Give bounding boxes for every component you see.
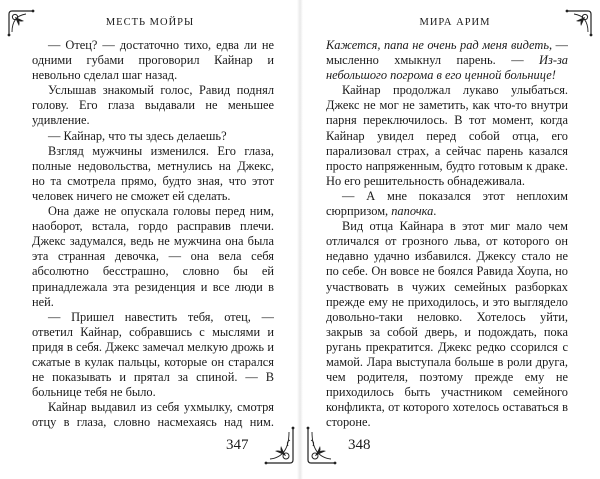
italic-word: папочка [391,204,434,219]
paragraph: Взгляд мужчины изменился. Его глаза, полные недовольства, метнулись на Джекс, но та смотрела прямо, будто зная, что этот человек ничего не сможет ей сделать. [32,143,274,203]
corner-ornament-icon [262,426,296,466]
page-text [326,38,568,430]
page-number: 348 [348,437,371,453]
paragraph: Услышав знакомый голос, Равид поднял голову. Его глаза выдавали не меньшее удивление. [32,83,274,128]
paragraph: Кайнар продолжал лукаво улыбаться. Джекс не мог не заметить, как что-то внутри парня переключилось. В тот момент, когда Кайнар увидел перед собой отца, его парализовал страх, а сейчас парень казался просто напряженным, будто готовым к драке. Но его решительность обнадеживала. [326,83,568,188]
running-header: МИРА АРИМ [419,17,491,28]
italic-thought: Из-за небольшого погрома в его ценной больнице! [326,53,568,83]
paragraph: — Кайнар, что ты здесь делаешь? [48,128,227,143]
paragraph: — Пришел навестить тебя, отец, — ответил Кайнар, собравшись с мыслями и придя в себя. Джекс замечал мелкую дрожь и сжатые в кулак пальцы, которые он старался не показывать и прятал за спиной. — В больнице тебя не было. [32,309,274,400]
paragraph: Вид отца Кайнара в этот миг мало чем отличался от грозного льва, от которого он недавно удачно избавился. Джексу стало не по себе. Он вовсе не боялся Равида Хоупа, но участвовать в чужих семейных разборках прежде ему не приходилось, и это выглядело довольно-таки неловко. Хотелось уйти, закрыв за собой дверь, и подождать, пока ругань прекратится. Джекс редко ссорился с мамой. Лара выступала больше в роли друга, чем родителя, поэтому прежде ему не приходилось быть участником семейного конфликта, от которого хотелось оставаться в стороне. [326,219,568,430]
italic-thought: Кажется, папа не очень рад меня видеть, [326,38,553,52]
text-run: — мысленно хмыкнул парень. — [326,38,568,68]
paragraph: Кайнар выдавил из себя ухмылку, смотря отцу в глаза, словно насмехаясь над ним. [32,400,274,430]
paragraph: Она даже не опускала головы перед ним, наоборот, встала, гордо расправив плечи. Джекс задумался, ведь не мужчина она была эта странная девочка, — она вела себя абсолютно бесстрашно, словно бы ей принадлежала эта резиденция и все люди в ней. [32,204,274,309]
corner-ornament-icon [6,8,36,38]
text-run: . [433,204,437,219]
paragraph [326,189,568,219]
corner-ornament-icon [564,8,594,38]
paragraph: — Отец? — достаточно тихо, едва ли не одними губами проговорил Кайнар и невольно сделал шаг назад. [32,38,274,83]
corner-ornament-icon [305,426,339,466]
paragraph [326,38,568,83]
page-number: 347 [226,437,249,453]
running-header: МЕСТЬ МОЙРЫ [105,17,195,28]
right-page [300,0,600,479]
text-run: — А мне показался этот неплохим сюрпризом, [326,188,568,219]
page-text [32,38,274,430]
